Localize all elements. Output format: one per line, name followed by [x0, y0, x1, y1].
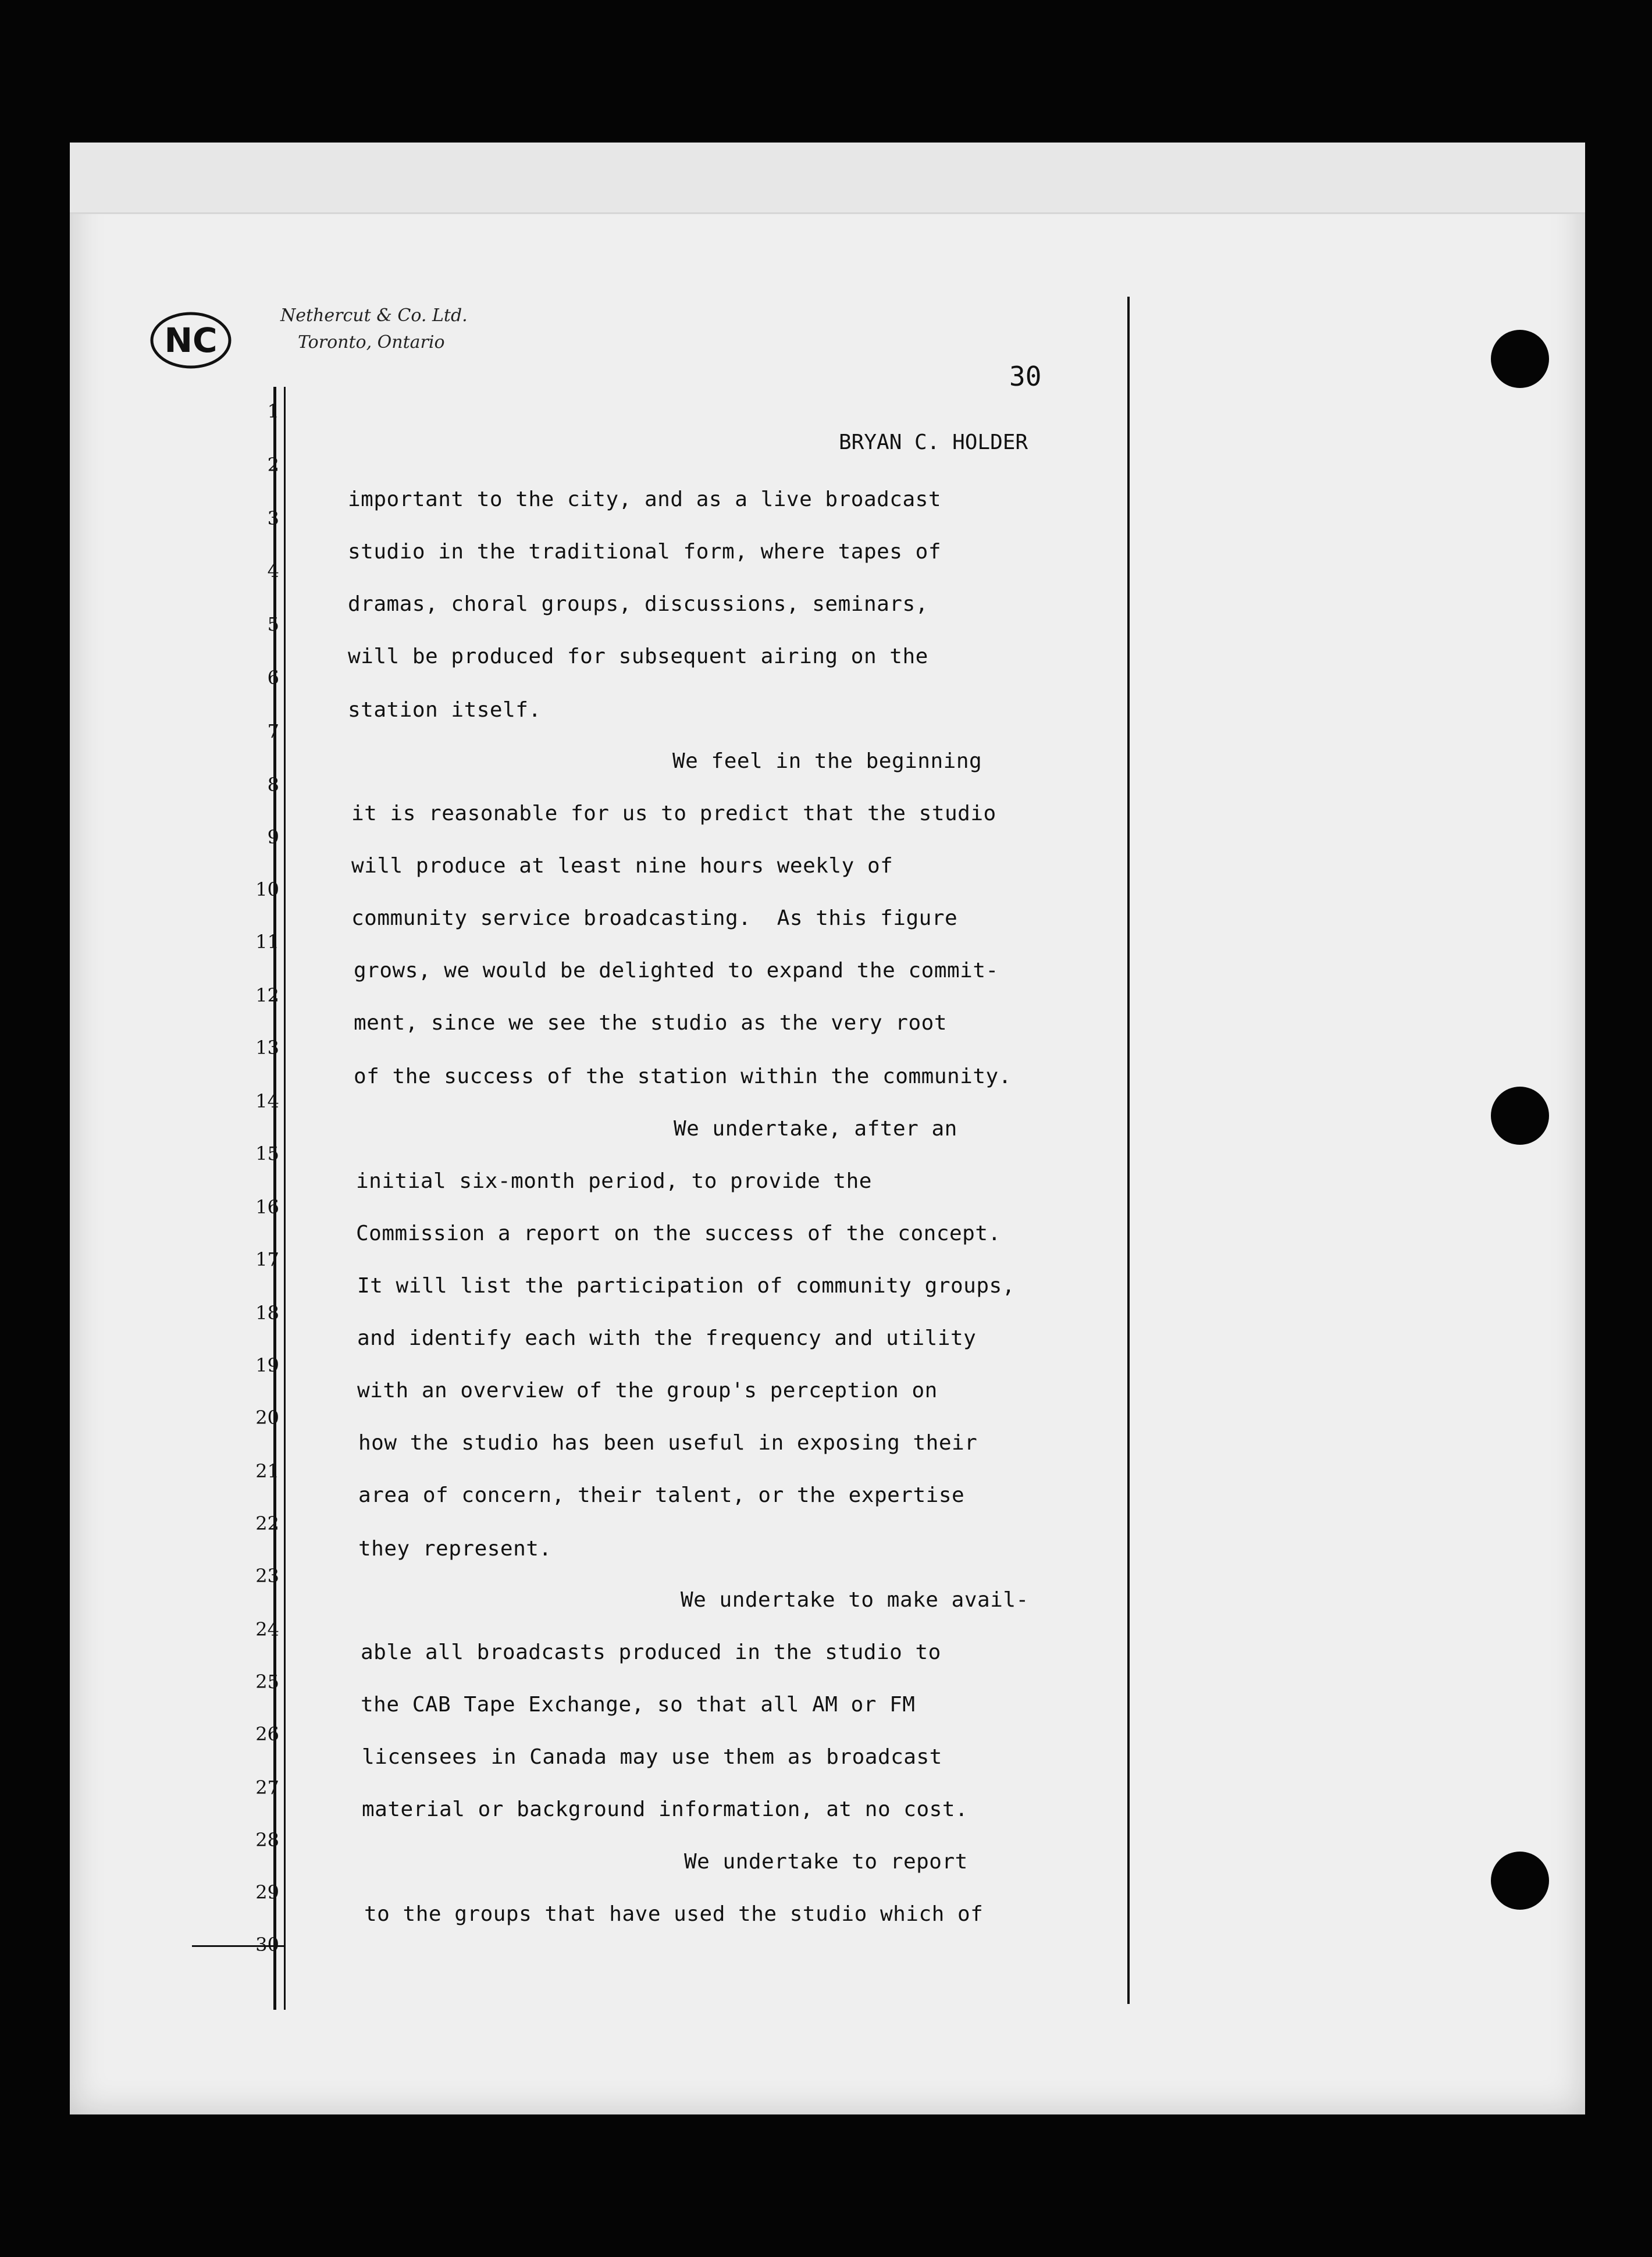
transcript-line: how the studio has been useful in exposing their — [358, 1431, 978, 1455]
right-margin-rule — [1127, 297, 1130, 2004]
line-number: 5 — [267, 613, 279, 635]
speaker-name: BRYAN C. HOLDER — [839, 430, 1028, 454]
line-number: 2 — [267, 454, 279, 476]
line-number: 23 — [255, 1565, 279, 1587]
transcript-line: dramas, choral groups, discussions, seminars, — [348, 592, 928, 616]
company-city: Toronto, Ontario — [298, 332, 445, 353]
transcript-line: they represent. — [358, 1537, 552, 1561]
line-number: 1 — [267, 400, 279, 422]
transcript-line: Commission a report on the success of the concept. — [356, 1222, 1001, 1245]
line-number: 24 — [255, 1618, 279, 1640]
binder-hole-bottom — [1491, 1852, 1549, 1910]
line-number: 18 — [255, 1302, 279, 1324]
binder-hole-top — [1491, 330, 1549, 388]
line-number: 13 — [255, 1037, 279, 1059]
page-top-band-edge — [70, 212, 1585, 214]
transcript-line: grows, we would be delighted to expand the commit- — [354, 959, 999, 982]
line-number: 6 — [267, 667, 279, 689]
line-number: 15 — [255, 1142, 279, 1165]
company-name: Nethercut & Co. Ltd. — [280, 305, 468, 326]
transcript-line: ment, since we see the studio as the very root — [354, 1011, 947, 1035]
transcript-line: able all broadcasts produced in the studio to — [361, 1640, 941, 1664]
line-number: 8 — [267, 774, 279, 796]
transcript-line: We undertake to report — [684, 1850, 968, 1874]
page-number: 30 — [1009, 361, 1042, 392]
transcript-line: material or background information, at no cost. — [362, 1797, 969, 1821]
line-number: 10 — [255, 878, 279, 900]
transcript-line: the CAB Tape Exchange, so that all AM or FM — [361, 1693, 916, 1717]
transcript-line: We undertake to make avail- — [681, 1588, 1029, 1612]
transcript-line: of the success of the station within the community. — [354, 1065, 1012, 1088]
left-margin-rule-inner — [284, 387, 286, 2010]
line-number: 20 — [255, 1407, 279, 1429]
logo-text: NC — [164, 321, 218, 360]
transcript-line: it is reasonable for us to predict that the studio — [351, 802, 996, 825]
line-number: 25 — [255, 1671, 279, 1693]
line-number: 12 — [255, 984, 279, 1006]
transcript-line: It will list the participation of community groups, — [357, 1274, 1015, 1298]
transcript-line: community service broadcasting. As this figure — [351, 906, 958, 930]
line-number: 16 — [255, 1196, 279, 1218]
transcript-line: licensees in Canada may use them as broadcast — [362, 1745, 942, 1769]
transcript-line: station itself. — [348, 698, 542, 722]
transcript-line: area of concern, their talent, or the expertise — [358, 1483, 965, 1507]
line-number: 19 — [255, 1354, 279, 1376]
transcript-line: to the groups that have used the studio which of — [364, 1902, 984, 1926]
transcript-line: will produce at least nine hours weekly of — [351, 854, 893, 878]
transcript-line: with an overview of the group's perception on — [357, 1379, 938, 1402]
line-number: 17 — [255, 1248, 279, 1270]
line-number: 3 — [267, 507, 279, 529]
transcript-line: will be produced for subsequent airing on the — [348, 645, 928, 668]
binder-hole-middle — [1491, 1087, 1549, 1145]
transcript-line: and identify each with the frequency and utility — [357, 1326, 977, 1350]
line-number: 27 — [255, 1777, 279, 1799]
transcript-line: studio in the traditional form, where tapes of — [348, 540, 941, 564]
transcript-line: We feel in the beginning — [672, 749, 982, 773]
line-number: 26 — [255, 1723, 279, 1745]
nc-logo-icon — [150, 311, 232, 369]
line-number: 14 — [255, 1090, 279, 1112]
line-number: 21 — [255, 1460, 279, 1482]
line-number: 4 — [267, 560, 279, 582]
company-header — [280, 302, 468, 356]
line-number: 7 — [267, 720, 279, 742]
line-number: 30 — [255, 1934, 279, 1956]
transcript-line: We undertake, after an — [674, 1117, 957, 1141]
transcript-line: initial six-month period, to provide the — [356, 1169, 872, 1193]
line-number: 28 — [255, 1829, 279, 1851]
company-logo — [150, 311, 232, 369]
transcript-line: important to the city, and as a live broadcast — [348, 487, 941, 511]
line-number: 29 — [255, 1881, 279, 1903]
page-top-band — [70, 143, 1585, 212]
line-number: 22 — [255, 1512, 279, 1535]
line-number: 11 — [255, 931, 279, 953]
line-number: 9 — [267, 826, 279, 848]
